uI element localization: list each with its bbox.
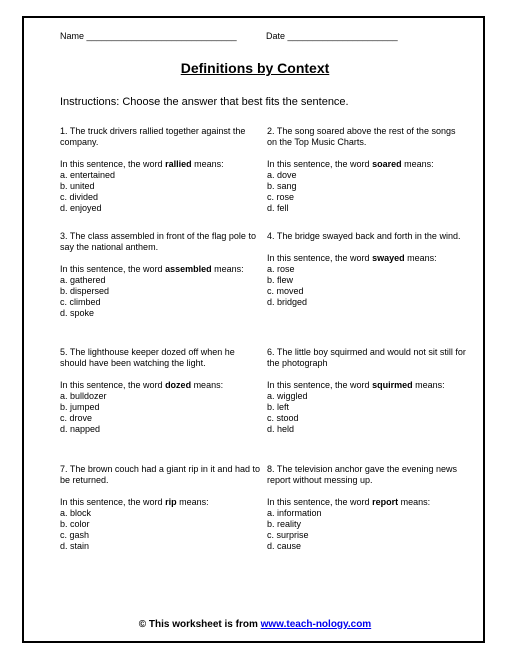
answer-option: d. stain <box>60 541 90 551</box>
target-word: rallied <box>165 159 192 169</box>
answer-option: b. reality <box>267 519 302 529</box>
answer-option: b. jumped <box>60 402 100 412</box>
answer-option: b. united <box>60 181 95 191</box>
question-4 <box>267 231 467 308</box>
answer-option: b. color <box>60 519 90 529</box>
answer-options <box>60 508 260 552</box>
question-stem <box>60 264 260 275</box>
answer-options <box>60 275 260 319</box>
stem-text: In this sentence, the word <box>60 264 166 274</box>
question-2 <box>267 126 467 214</box>
answer-option: c. surprise <box>267 530 309 540</box>
date-line: ______________________ <box>287 31 398 41</box>
answer-options <box>267 264 467 308</box>
target-word: assembled <box>165 264 212 274</box>
question-sentence: 3. The class assembled in front of the flag pole to say the national anthem. <box>60 231 256 252</box>
target-word: rip <box>165 497 177 507</box>
answer-options <box>60 170 260 214</box>
stem-text: In this sentence, the word <box>60 380 166 390</box>
answer-option: a. dove <box>267 170 297 180</box>
question-sentence: 2. The song soared above the rest of the songs on the Top Music Charts. <box>267 126 456 147</box>
question-sentence: 4. The bridge swayed back and forth in the wind. <box>267 231 461 241</box>
date-field <box>266 31 398 41</box>
footer-link[interactable]: www.teach-nology.com <box>260 619 372 630</box>
answer-option: d. fell <box>267 203 289 213</box>
target-word: swayed <box>372 253 405 263</box>
question-6 <box>267 347 467 435</box>
target-word: squirmed <box>372 380 413 390</box>
question-sentence: 8. The television anchor gave the evening news report without messing up. <box>267 464 457 485</box>
footer <box>0 619 510 630</box>
instructions: Instructions: Choose the answer that best fits the sentence. <box>60 96 349 108</box>
answer-option: c. drove <box>60 413 93 423</box>
answer-options <box>267 508 467 552</box>
answer-option: c. moved <box>267 286 304 296</box>
answer-option: d. napped <box>60 424 101 434</box>
answer-option: c. rose <box>267 192 295 202</box>
stem-text: means: <box>401 159 434 169</box>
answer-option: a. information <box>267 508 322 518</box>
answer-option: b. sang <box>267 181 297 191</box>
answer-option: c. climbed <box>60 297 101 307</box>
question-sentence: 5. The lighthouse keeper dozed off when he should have been watching the light. <box>60 347 235 368</box>
stem-text: means: <box>398 497 431 507</box>
target-word: dozed <box>165 380 192 390</box>
name-label: Name <box>60 31 85 41</box>
answer-option: b. left <box>267 402 290 412</box>
target-word: report <box>372 497 399 507</box>
stem-text: In this sentence, the word <box>267 159 373 169</box>
answer-option: c. divided <box>60 192 99 202</box>
target-word: soared <box>372 159 402 169</box>
name-field <box>60 31 237 41</box>
answer-option: c. gash <box>60 530 90 540</box>
stem-text: In this sentence, the word <box>267 497 373 507</box>
answer-options <box>60 391 260 435</box>
stem-text: means: <box>404 253 437 263</box>
stem-text: means: <box>412 380 445 390</box>
answer-option: d. bridged <box>267 297 308 307</box>
answer-options <box>267 170 467 214</box>
stem-text: means: <box>191 159 224 169</box>
answer-option: a. gathered <box>60 275 106 285</box>
question-5 <box>60 347 260 435</box>
stem-text: In this sentence, the word <box>267 380 373 390</box>
answer-option: b. flew <box>267 275 294 285</box>
footer-text: © This worksheet is from <box>138 619 261 630</box>
stem-text: means: <box>176 497 209 507</box>
stem-text: In this sentence, the word <box>267 253 373 263</box>
date-label: Date <box>266 31 286 41</box>
name-line: ______________________________ <box>86 31 237 41</box>
question-7 <box>60 464 260 552</box>
answer-option: d. spoke <box>60 308 95 318</box>
question-stem <box>267 159 467 170</box>
page-title: Definitions by Context <box>180 60 330 76</box>
stem-text: In this sentence, the word <box>60 159 166 169</box>
question-sentence: 1. The truck drivers rallied together against the company. <box>60 126 246 147</box>
question-sentence: 7. The brown couch had a giant rip in it and had to be returned. <box>60 464 260 485</box>
question-1 <box>60 126 260 214</box>
stem-text: means: <box>211 264 244 274</box>
answer-options <box>267 391 467 435</box>
answer-option: b. dispersed <box>60 286 110 296</box>
answer-option: a. block <box>60 508 92 518</box>
question-3 <box>60 231 260 319</box>
answer-option: d. cause <box>267 541 302 551</box>
answer-option: a. wiggled <box>267 391 308 401</box>
question-stem <box>60 380 260 391</box>
answer-option: d. held <box>267 424 295 434</box>
question-stem <box>267 380 467 391</box>
answer-option: a. entertained <box>60 170 116 180</box>
question-8 <box>267 464 467 552</box>
question-sentence: 6. The little boy squirmed and would not sit still for the photograph <box>267 347 466 368</box>
answer-option: a. bulldozer <box>60 391 107 401</box>
question-stem <box>267 497 467 508</box>
answer-option: d. enjoyed <box>60 203 102 213</box>
stem-text: In this sentence, the word <box>60 497 166 507</box>
answer-option: a. rose <box>267 264 295 274</box>
question-stem <box>267 253 467 264</box>
stem-text: means: <box>191 380 224 390</box>
question-stem <box>60 159 260 170</box>
question-stem <box>60 497 260 508</box>
answer-option: c. stood <box>267 413 299 423</box>
